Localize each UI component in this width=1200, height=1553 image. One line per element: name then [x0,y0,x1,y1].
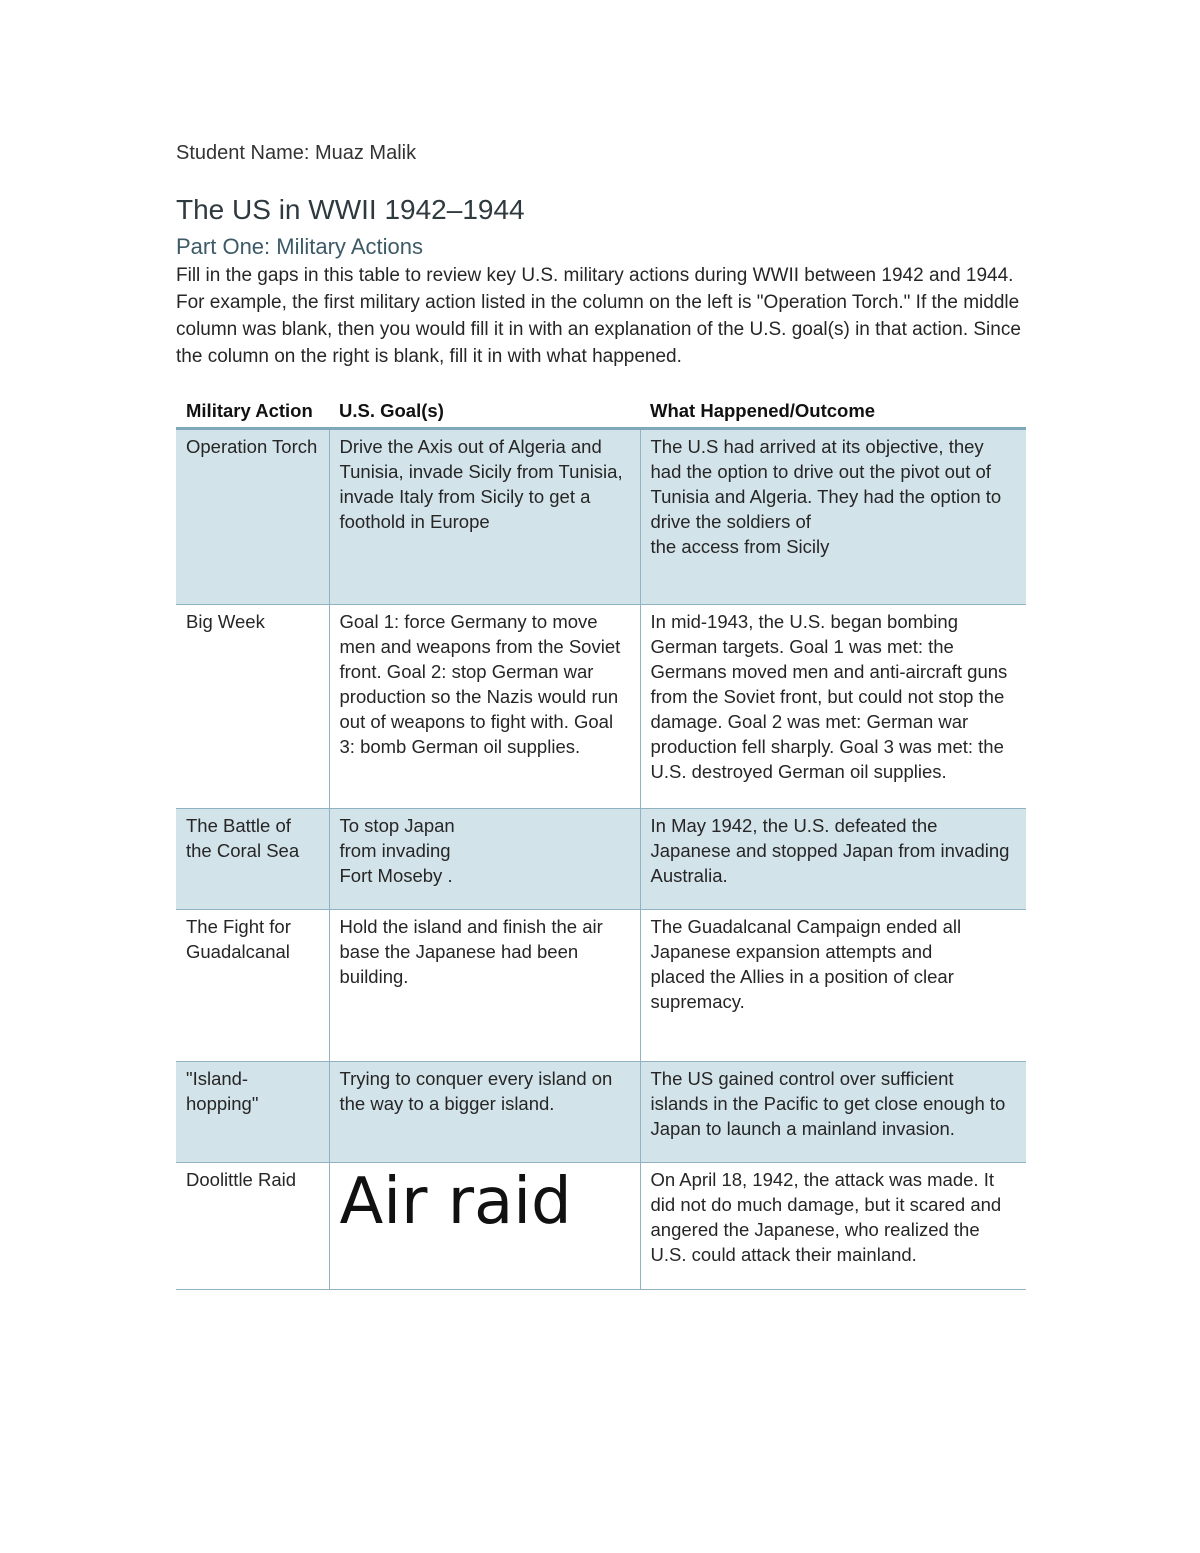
outcome-cell: In May 1942, the U.S. defeated the Japanese and stopped Japan from invading Australia. [640,809,1026,910]
instructions-paragraph: Fill in the gaps in this table to review key U.S. military actions during WWII between 1942 and 1944. For example, the first military action listed in the column on the left is "Operation Torch." If the middle column was blank, then you would fill it in with an explanation of the U.S. goal(s) in that action. Since the column on the right is blank, fill it in with what happened. [176,265,1021,367]
action-cell: The Battle of the Coral Sea [176,809,329,910]
outcome-cell: The Guadalcanal Campaign ended all Japanese expansion attempts and placed the Allies in a position of clear supremacy. [640,910,1026,1062]
header-outcome: What Happened/Outcome [640,392,1026,429]
outcome-cell: The US gained control over sufficient islands in the Pacific to get close enough to Japan to launch a mainland invasion. [640,1062,1026,1163]
goals-cell: Drive the Axis out of Algeria and Tunisia, invade Sicily from Tunisia, invade Italy from Sicily to get a foothold in Europe [329,429,640,605]
action-cell: Operation Torch [176,429,329,605]
table-row [176,910,1026,1062]
goals-cell: To stop Japan from invading Fort Moseby . [329,809,640,910]
student-name: Student Name: Muaz Malik [176,142,417,164]
outcome-cell: The U.S had arrived at its objective, they had the option to drive out the pivot out of Tunisia and Algeria. They had the option to drive the soldiers of the access from Sicily [640,429,1026,605]
table-row [176,429,1026,605]
goals-cell: Air raid [329,1163,640,1290]
header-us-goals: U.S. Goal(s) [329,392,640,429]
table-header-row [176,392,1026,429]
document-page [176,138,1026,1290]
table-row [176,809,1026,910]
outcome-cell: On April 18, 1942, the attack was made. It did not do much damage, but it scared and angered the Japanese, who realized the U.S. could attack their mainland. [640,1163,1026,1290]
goals-cell: Goal 1: force Germany to move men and weapons from the Soviet front. Goal 2: stop German war production so the Nazis would run out of weapons to fight with. Goal 3: bomb German oil supplies. [329,605,640,809]
table-row [176,1163,1026,1290]
header-military-action: Military Action [176,392,329,429]
outcome-cell: In mid-1943, the U.S. began bombing German targets. Goal 1 was met: the Germans moved men and anti-aircraft guns from the Soviet front, but could not stop the damage. Goal 2 was met: German war production fell sharply. Goal 3 was met: the U.S. destroyed German oil supplies. [640,605,1026,809]
military-actions-table [176,392,1026,1290]
action-cell: Doolittle Raid [176,1163,329,1290]
action-cell: Big Week [176,605,329,809]
goals-cell: Hold the island and finish the air base the Japanese had been building. [329,910,640,1062]
document-title: The US in WWII 1942–1944 [176,194,525,225]
goals-cell: Trying to conquer every island on the way to a bigger island. [329,1062,640,1163]
action-cell: The Fight for Guadalcanal [176,910,329,1062]
action-cell: "Island-hopping" [176,1062,329,1163]
table-row [176,605,1026,809]
table-row [176,1062,1026,1163]
section-subtitle: Part One: Military Actions [176,234,423,259]
